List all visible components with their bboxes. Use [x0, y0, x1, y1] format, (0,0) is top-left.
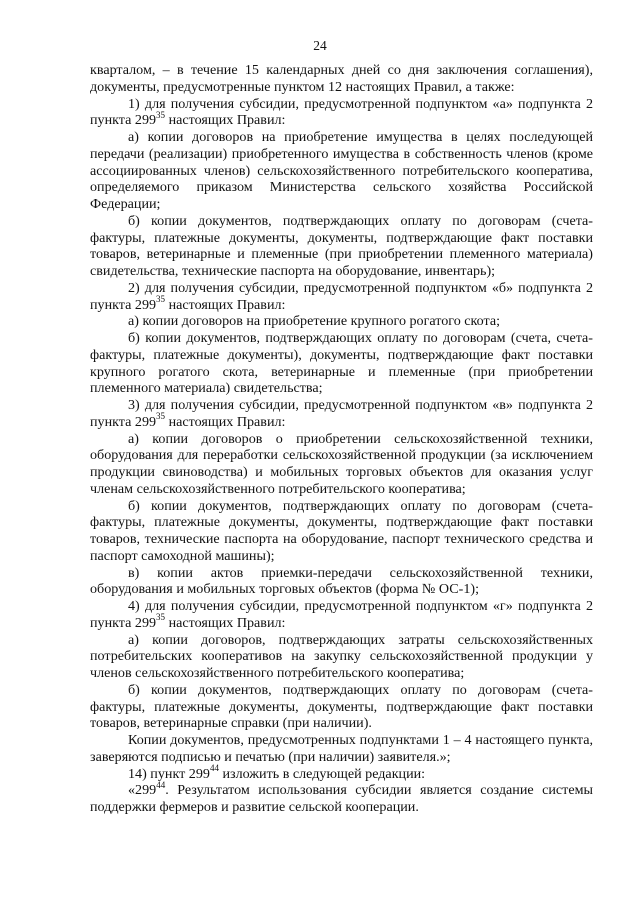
paragraph-text: 2) для получения субсидии, предусмотренной подпунктом «б» подпункта 2 пункта 299 [90, 279, 593, 313]
paragraph: а) копии договоров о приобретении сельскохозяйственной техники, оборудования для переработки сельскохозяйственной продукции (за исключением продукции свиноводства) и мобильных торговых объектов для оказания услуг членам сельскохозяйственного потребительского кооператива; [90, 430, 593, 497]
superscript-index: 35 [156, 612, 166, 623]
paragraph: кварталом, – в течение 15 календарных дней со дня заключения соглашения), документы, предусмотренные пунктом 12 настоящих Правил, а также: [90, 62, 593, 95]
paragraph-text: 3) для получения субсидии, предусмотренной подпунктом «в» подпункта 2 пункта 299 [90, 397, 593, 430]
page-number: 24 [313, 38, 327, 53]
paragraph-text: настоящих Правил: [165, 413, 286, 430]
paragraph-text: настоящих Правил: [165, 296, 286, 313]
paragraph: а) копии договоров на приобретение имущества в целях последующей передачи (реализации) приобретенного имущества в собственность членов (кроме ассоциированных членов) сельскохозяйственного потребительского кооператива, определяемого приказом Министерства сельского хозяйства Российской Федерации; [90, 129, 593, 212]
superscript-index: 35 [156, 411, 166, 422]
paragraph-text: . Результатом использования субсидии является создание системы поддержки фермеров и развитие сельской кооперации. [90, 782, 593, 815]
superscript-index: 35 [156, 109, 166, 120]
paragraph-text: «299 [128, 782, 157, 799]
superscript-index: 44 [209, 762, 219, 773]
paragraph-text: изложить в следующей редакции: [218, 765, 426, 782]
paragraph: б) копии документов, подтверждающих оплату по договорам (счета-фактуры, платежные документы, документы, подтверждающие факт поставки товаров, ветеринарные и племенные (при приобретении племенного материала) свидетельства, технические паспорта на оборудование, инвентарь); [90, 212, 593, 279]
paragraph [90, 598, 593, 632]
paragraph [90, 779, 593, 816]
paragraph: Копии документов, предусмотренных подпунктами 1 – 4 настоящего пункта, заверяются подписью и печатью (при наличии) заявителя.»; [90, 732, 593, 765]
paragraph: б) копии документов, подтверждающих оплату по договорам (счета-фактуры, платежные документы, документы, подтверждающие факт поставки товаров, ветеринарные справки (при наличии). [90, 681, 593, 732]
paragraph [90, 96, 593, 130]
superscript-index: 44 [156, 779, 166, 790]
paragraph-text: 14) пункт 299 [128, 765, 210, 782]
document-body [90, 62, 593, 816]
paragraph: а) копии договоров, подтверждающих затраты сельскохозяйственных потребительских кооперативов на закупку сельскохозяйственной продукции у членов сельскохозяйственного потребительского кооператива; [90, 631, 593, 681]
paragraph-text: 1) для получения субсидии, предусмотренной подпунктом «а» подпункта 2 пункта 299 [90, 95, 593, 129]
paragraph [90, 280, 593, 314]
paragraph-text: 4) для получения субсидии, предусмотренной подпунктом «г» подпункта 2 пункта 299 [90, 598, 593, 631]
paragraph-text: настоящих Правил: [165, 112, 286, 129]
paragraph: б) копии документов, подтверждающих оплату по договорам (счета-фактуры, платежные документы, документы, подтверждающие факт поставки товаров, технические паспорта на оборудование, паспорт технического средства и паспорт самоходной машины); [90, 497, 593, 564]
paragraph-text: настоящих Правил: [165, 614, 286, 631]
paragraph [90, 397, 593, 431]
superscript-index: 35 [156, 293, 166, 304]
paragraph: в) копии актов приемки-передачи сельскохозяйственной техники, оборудования и мобильных торговых объектов (форма № ОС-1); [90, 564, 593, 598]
paragraph: б) копии документов, подтверждающих оплату по договорам (счета, счета-фактуры, платежные документы), документы, подтверждающие факт поставки крупного рогатого скота, ветеринарные и племенные (при приобретении племенного материала) свидетельства; [90, 330, 593, 397]
paragraph: а) копии договоров на приобретение крупного рогатого скота; [128, 313, 501, 330]
paragraph [90, 762, 593, 783]
